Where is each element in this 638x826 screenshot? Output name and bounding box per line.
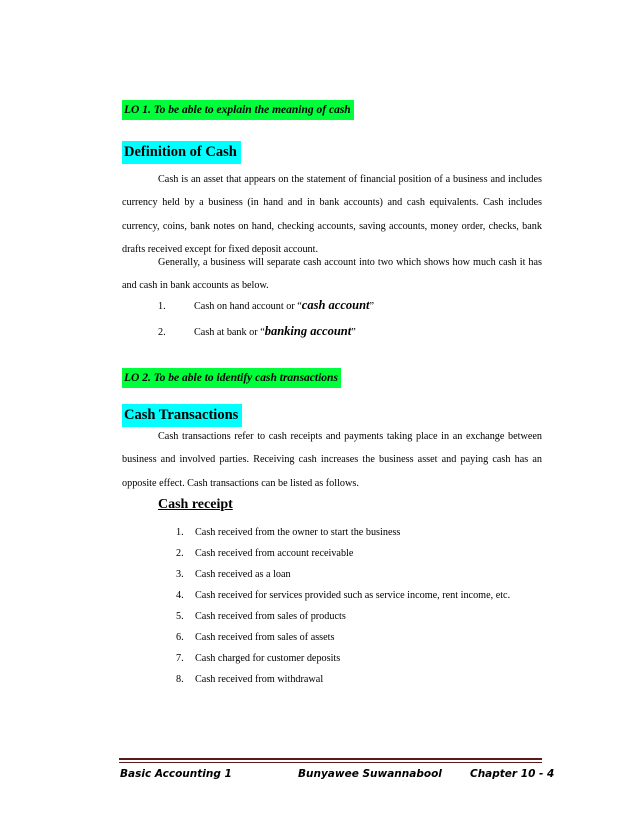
list-text: Cash received from sales of assets bbox=[195, 632, 335, 643]
list-item bbox=[176, 568, 291, 582]
footer-author: Bunyawee Suwannabool bbox=[298, 768, 442, 780]
footer-rule-thick bbox=[119, 758, 542, 760]
list-tail: ” bbox=[351, 327, 356, 338]
heading-cash-transactions: Cash Transactions bbox=[122, 404, 242, 427]
list-item bbox=[176, 526, 400, 540]
list-item bbox=[176, 673, 323, 687]
list-number: 2. bbox=[158, 327, 166, 338]
list-number: 3. bbox=[176, 569, 184, 580]
list-text: Cash received from withdrawal bbox=[195, 674, 324, 685]
list-item bbox=[176, 652, 340, 666]
footer-rule-thin bbox=[119, 762, 542, 763]
paragraph-cash-accounts: Generally, a business will separate cash account into two which shows how much cash it has and cash in bank accounts as below. bbox=[122, 257, 542, 292]
list-number: 1. bbox=[158, 301, 166, 312]
list-text: Cash received for services provided such as service income, rent income, etc. bbox=[195, 590, 511, 601]
list-text: Cash received from account receivable bbox=[195, 548, 354, 559]
list-number: 2. bbox=[176, 548, 184, 559]
list-item bbox=[176, 589, 510, 603]
paragraph-cash-definition: Cash is an asset that appears on the statement of financial position of a business and includes currency held by a business (in hand and in bank accounts) and cash equivalents. Cash includes currency, coins, bank notes on hand, checking accounts, saving accounts, money order, checks, bank drafts received except for fixed deposit account. bbox=[122, 174, 542, 255]
list-number: 1. bbox=[176, 527, 184, 538]
list-text: Cash on hand account or “ bbox=[194, 301, 302, 312]
list-item bbox=[176, 547, 353, 561]
learning-objective-2: LO 2. To be able to identify cash transactions bbox=[122, 368, 341, 388]
list-item bbox=[158, 298, 374, 314]
list-tail: ” bbox=[369, 301, 375, 312]
list-item bbox=[176, 610, 346, 624]
list-text: Cash received from the owner to start the business bbox=[195, 527, 401, 538]
list-number: 7. bbox=[176, 653, 184, 664]
paragraph-cash-transactions: Cash transactions refer to cash receipts and payments taking place in an exchange between business and involved parties. Receiving cash increases the business asset and paying cash has an opposite effect. Cash transactions can be listed as follows. bbox=[122, 431, 542, 489]
list-number: 6. bbox=[176, 632, 184, 643]
list-text: Cash received as a loan bbox=[195, 569, 291, 580]
list-text: Cash received from sales of products bbox=[195, 611, 346, 622]
list-emphasis: banking account bbox=[264, 324, 352, 338]
list-item bbox=[176, 631, 334, 645]
list-text: Cash at bank or “ bbox=[194, 327, 265, 338]
list-number: 5. bbox=[176, 611, 184, 622]
list-text: Cash charged for customer deposits bbox=[195, 653, 341, 664]
learning-objective-1: LO 1. To be able to explain the meaning of cash bbox=[122, 100, 354, 120]
footer-chapter-page: Chapter 10 - 4 bbox=[470, 768, 555, 780]
subheading-cash-receipt: Cash receipt bbox=[158, 497, 233, 512]
heading-definition-of-cash: Definition of Cash bbox=[122, 141, 241, 164]
footer-course-title: Basic Accounting 1 bbox=[120, 768, 232, 780]
list-emphasis: cash account bbox=[301, 298, 370, 312]
list-item bbox=[158, 324, 356, 340]
list-number: 8. bbox=[176, 674, 184, 685]
list-number: 4. bbox=[176, 590, 184, 601]
